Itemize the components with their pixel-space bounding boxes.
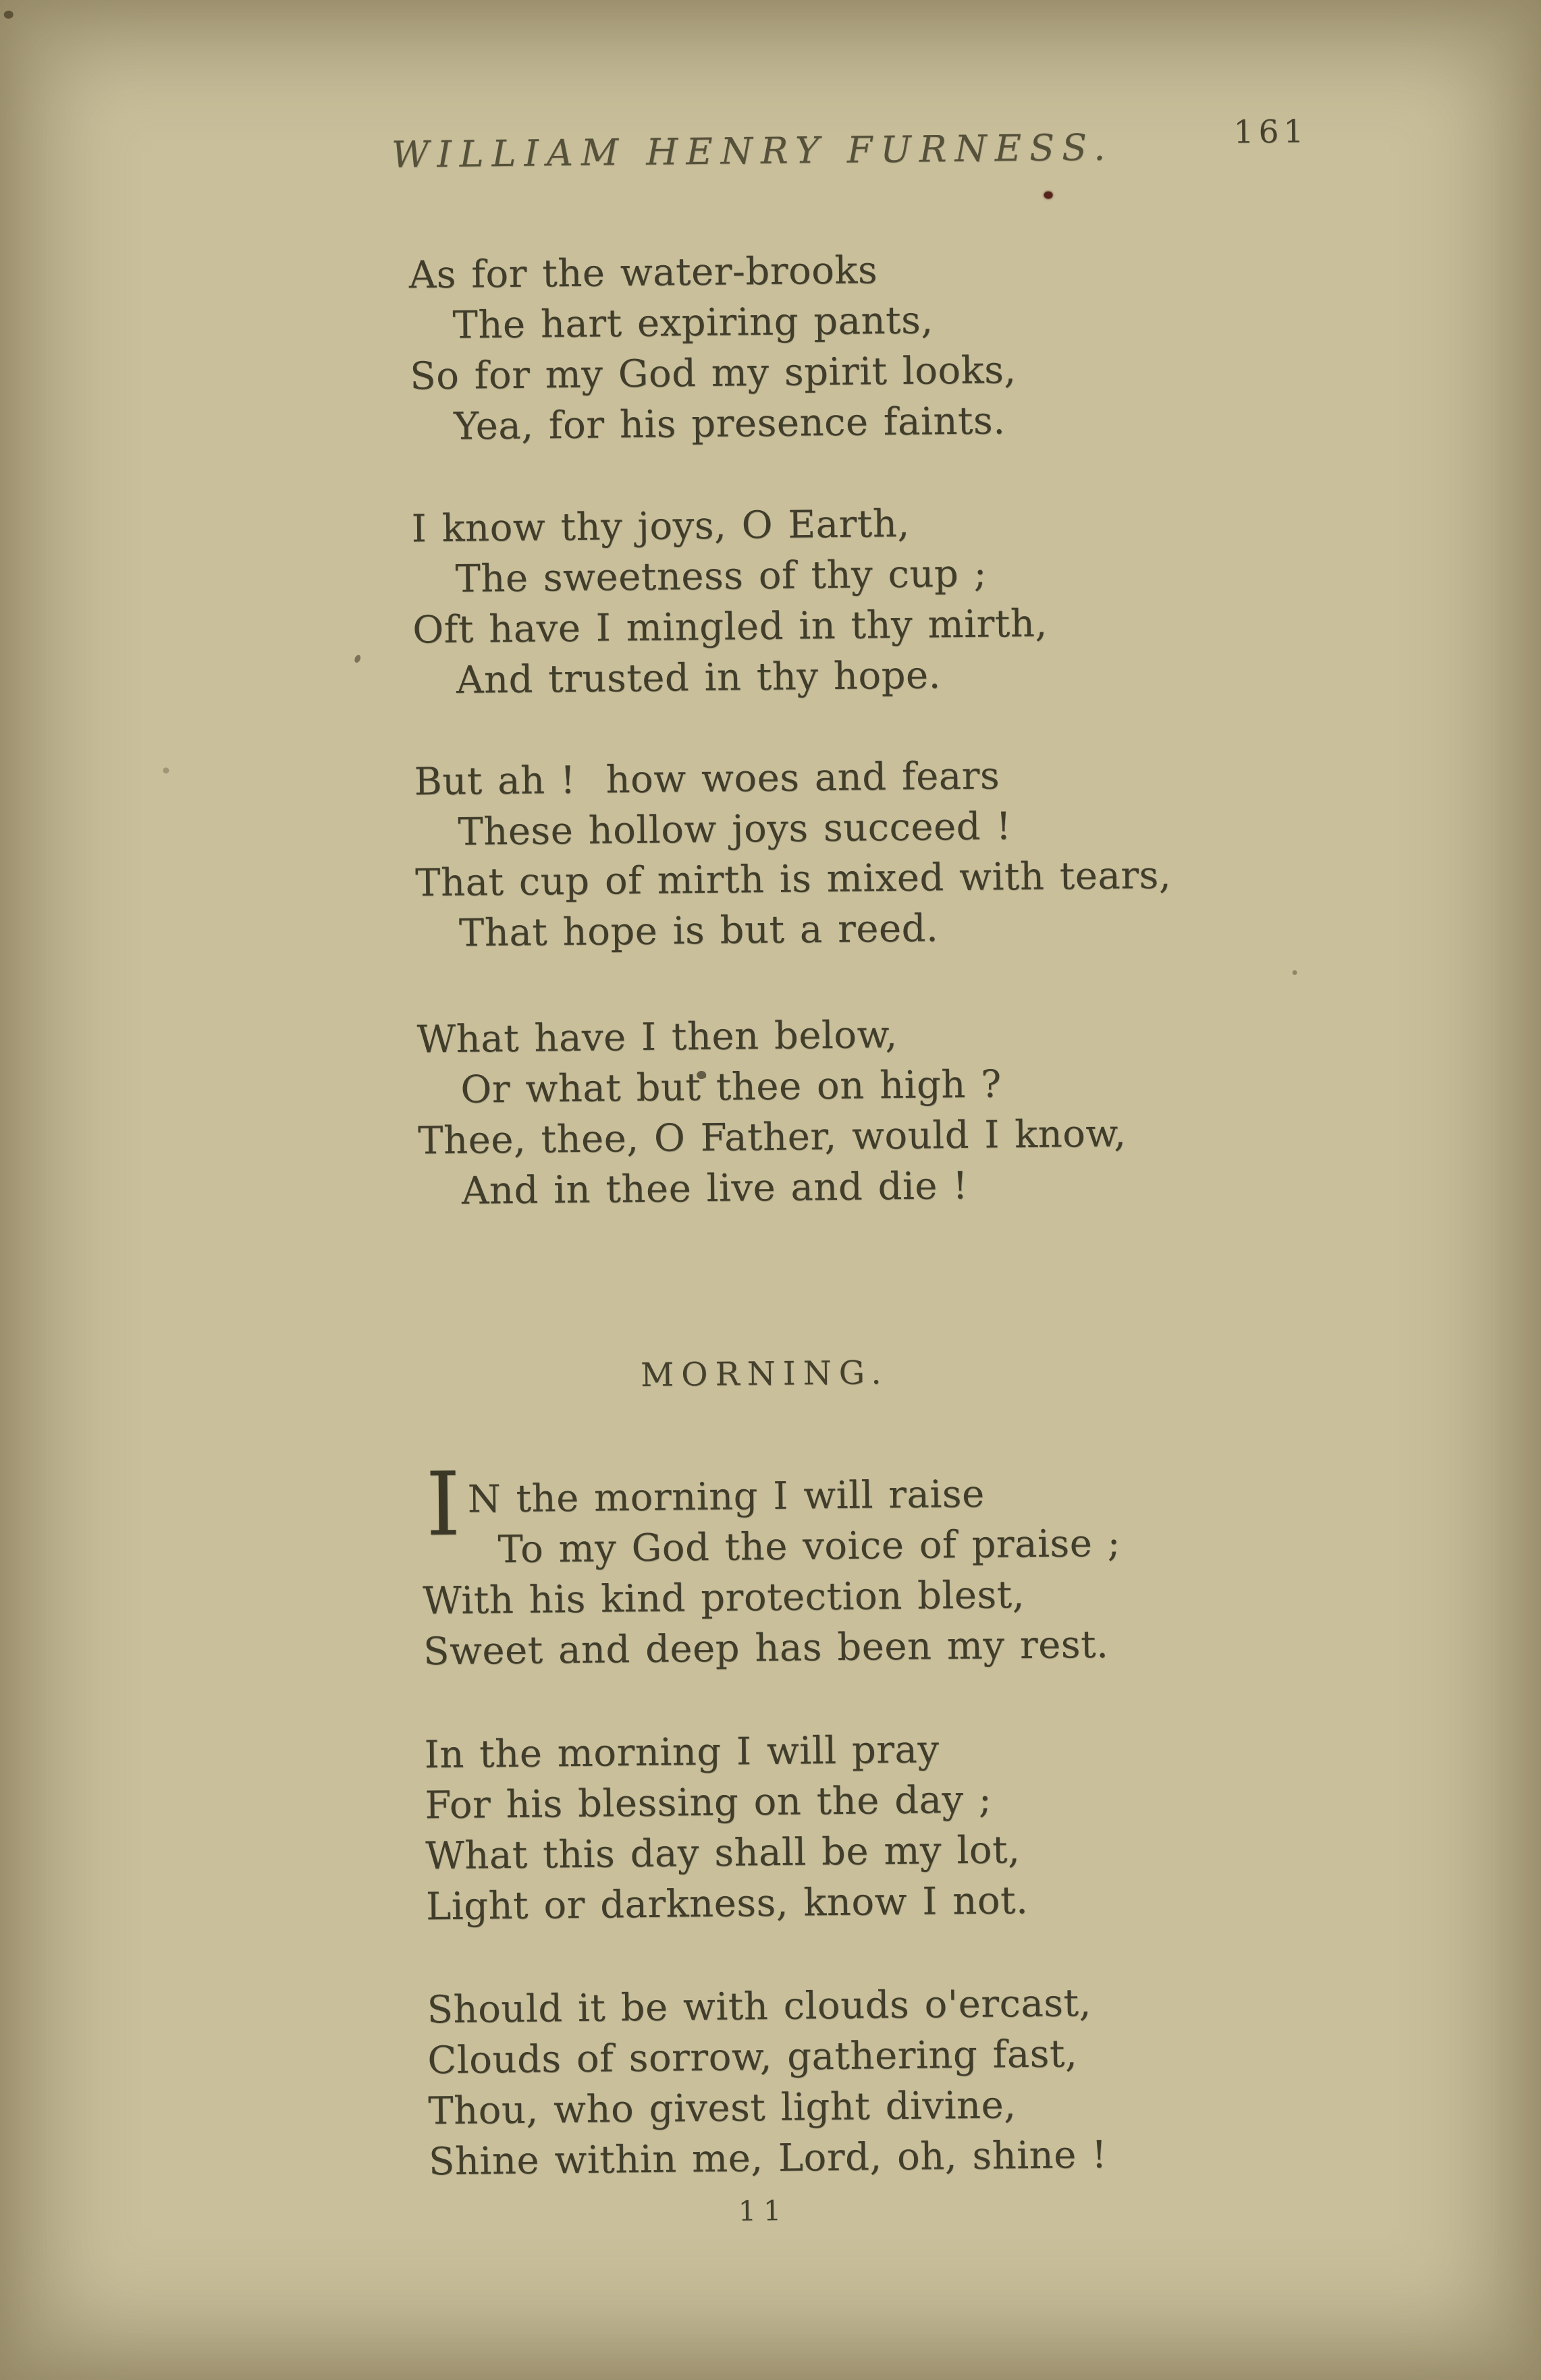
ink-speck: [354, 654, 362, 663]
ink-speck: [163, 767, 169, 773]
section-heading: MORNING.: [640, 1354, 889, 1395]
stanza: [416, 1005, 1363, 1217]
poem-line: These hollow joys succeed !: [458, 804, 1012, 854]
stanza: [411, 494, 1358, 707]
poem-line: As for the water-brooks: [408, 248, 878, 298]
poem-line: For his blessing on the day ;: [425, 1777, 992, 1828]
poem-line: N the morning I will raise: [467, 1472, 985, 1522]
poem-line: The hart expiring pants,: [452, 298, 934, 348]
signature-mark: 11: [738, 2194, 789, 2227]
poem-line: And trusted in thy hope.: [456, 653, 942, 702]
stanza: [414, 747, 1361, 960]
poem-line: Light or darkness, know I not.: [425, 1879, 1029, 1929]
poem-line: That cup of mirth is mixed with tears,: [414, 853, 1172, 906]
drop-cap: I: [425, 1452, 462, 1556]
poem-line: Yea, for his presence faints.: [453, 399, 1006, 449]
stanza: [427, 1975, 1374, 2188]
poem-line: Shine within me, Lord, oh, shine !: [428, 2132, 1108, 2184]
poem-line: What have I then below,: [416, 1013, 898, 1062]
poem-line: With his kind protection blest,: [423, 1573, 1025, 1624]
poem-line: Thou, who givest light divine,: [427, 2083, 1017, 2134]
ink-speck: [1293, 970, 1297, 975]
poem-line: So for my God my spirit looks,: [410, 348, 1017, 399]
stanza: [421, 1452, 1368, 1678]
poem-line: Or what but thee on high ?: [460, 1062, 1002, 1112]
poem-line: I know thy joys, O Earth,: [411, 501, 911, 551]
poem-line: Clouds of sorrow, gathering fast,: [427, 2032, 1078, 2083]
running-title: WILLIAM HENRY FURNESS.: [391, 126, 1114, 176]
poem-line: Should it be with clouds o'ercast,: [427, 1981, 1092, 2032]
poem-line: In the morning I will pray: [424, 1727, 940, 1777]
stanza: [408, 240, 1355, 453]
ink-speck: [4, 11, 13, 19]
poem-line: What this day shall be my lot,: [425, 1828, 1021, 1879]
poem-line: And in thee live and die !: [461, 1163, 969, 1213]
poem-line: To my God the voice of praise ;: [497, 1521, 1121, 1572]
ink-speck: [1044, 192, 1053, 199]
poem-line: Thee, thee, O Father, would I know,: [417, 1111, 1127, 1163]
poem-line: The sweetness of thy cup ;: [455, 551, 988, 601]
poem-line: Sweet and deep has been my rest.: [423, 1622, 1109, 1674]
stanza: [424, 1720, 1371, 1933]
poem-line: But ah ! how woes and fears: [414, 754, 1000, 804]
poem-line: Oft have I mingled in thy mirth,: [412, 601, 1048, 653]
page-number: 161: [1233, 113, 1309, 151]
poem-line: That hope is but a reed.: [458, 906, 939, 956]
